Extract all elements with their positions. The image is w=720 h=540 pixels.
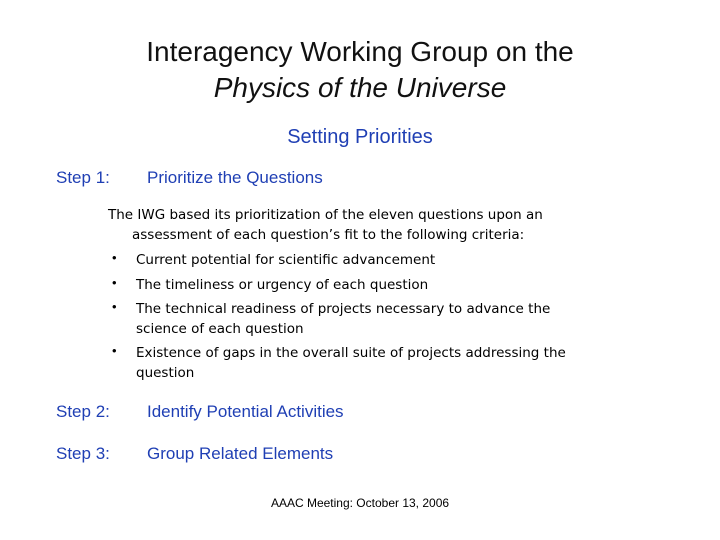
criteria-item [136,343,656,383]
criteria-item [136,275,656,295]
criteria-item-line-1: Current potential for scientific advancement [136,252,436,268]
step-1-label: Step 1: [56,168,110,187]
step-2-label: Step 2: [56,402,110,421]
criteria-item [136,299,656,339]
title-line-1: Interagency Working Group on the [146,36,574,67]
bullet-icon: • [112,299,117,314]
intro-line-2: assessment of each question’s fit to the following criteria: [132,227,525,243]
title-line-2: Physics of the Universe [213,72,507,103]
step-2-text: Identify Potential Activities [147,402,344,421]
step-3-label: Step 3: [56,444,110,463]
slide-title [0,34,720,106]
footer-text: AAAC Meeting: October 13, 2006 [270,496,450,510]
criteria-item-line-1: The technical readiness of projects necessary to advance the [136,301,551,317]
intro-line-1: The IWG based its prioritization of the eleven questions upon an [108,207,543,223]
step-1-text: Prioritize the Questions [147,168,323,187]
criteria-item-line-2: question [136,365,195,381]
bullet-icon: • [112,275,117,290]
bullet-icon: • [112,343,117,358]
bullet-icon: • [112,250,117,265]
criteria-item-line-1: Existence of gaps in the overall suite of projects addressing the [136,345,566,361]
criteria-item-line-1: The timeliness or urgency of each question [136,277,429,293]
intro-paragraph [108,205,648,245]
step-3-text: Group Related Elements [147,444,334,463]
slide-subtitle: Setting Priorities [287,126,433,148]
criteria-item [136,250,656,270]
criteria-item-line-2: science of each question [136,321,304,337]
